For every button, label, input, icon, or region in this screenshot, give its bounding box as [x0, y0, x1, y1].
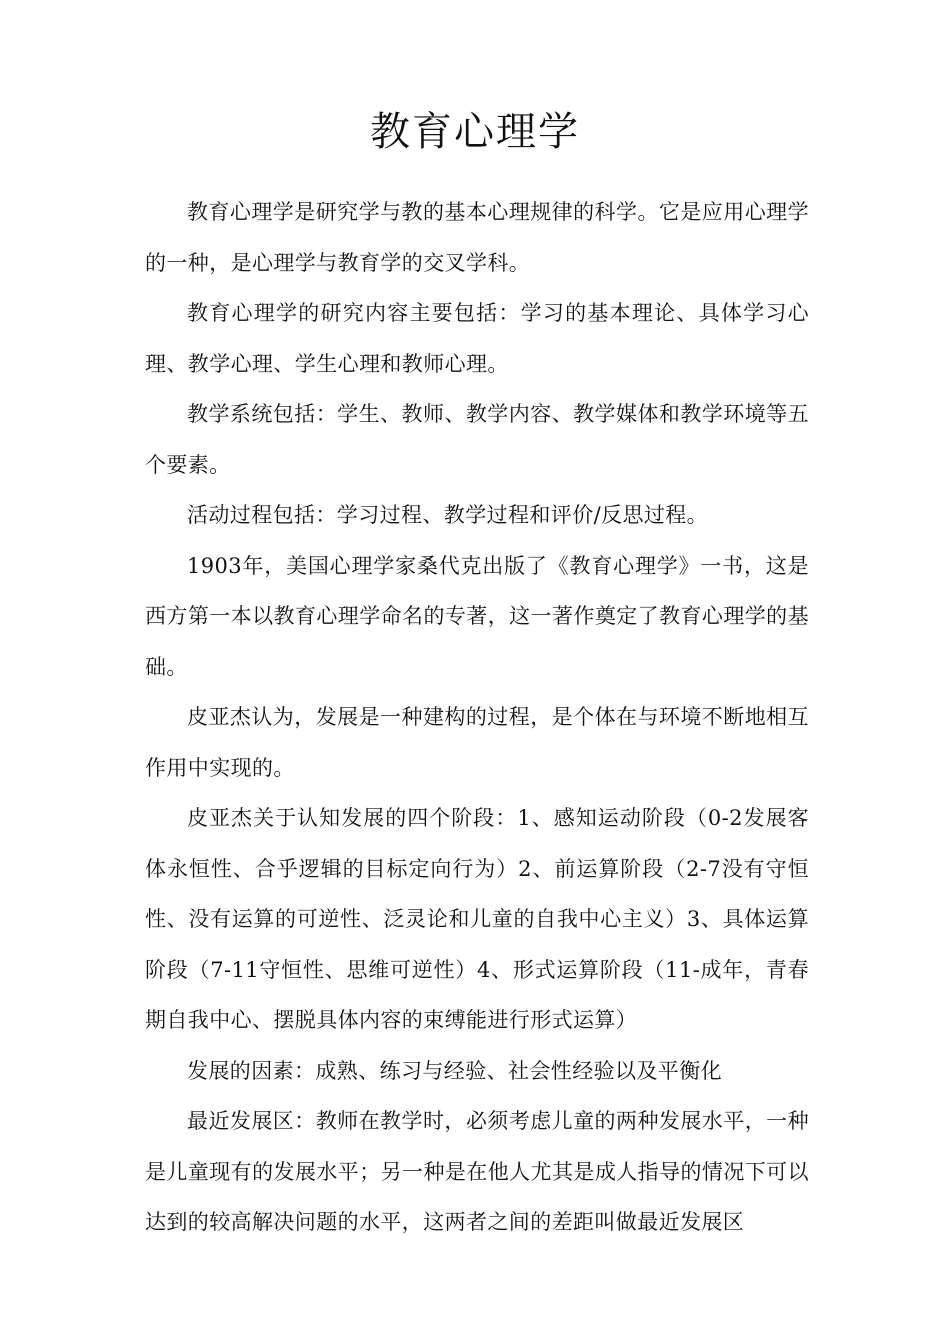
- paragraph-thorndike: 1903年，美国心理学家桑代克出版了《教育心理学》一书，这是西方第一本以教育心理学命名的专著，这一著作奠定了教育心理学的基础。: [145, 553, 809, 679]
- paragraph-definition: 教育心理学是研究学与教的基本心理规律的科学。它是应用心理学的一种，是心理学与教育学的交叉学科。: [145, 200, 809, 275]
- document-title: 教育心理学: [370, 109, 580, 155]
- paragraph-piaget-construction: 皮亚杰认为，发展是一种建构的过程，是个体在与环境不断地相互作用中实现的。: [145, 705, 809, 780]
- paragraph-development-factors: 发展的因素：成熟、练习与经验、社会性经验以及平衡化: [187, 1058, 722, 1083]
- document-body: [145, 187, 809, 1248]
- paragraph-activity-process: 活动过程包括：学习过程、教学过程和评价/反思过程。: [187, 503, 709, 527]
- paragraph-research-content: 教育心理学的研究内容主要包括：学习的基本理论、具体学习心理、教学心理、学生心理和教师心理。: [145, 301, 809, 376]
- paragraph-zone-of-proximal-development: 最近发展区：教师在教学时，必须考虑儿童的两种发展水平，一种是儿童现有的发展水平；另一种是在他人尤其是成人指导的情况下可以达到的较高解决问题的水平，这两者之间的差距叫做最近发展区: [145, 1109, 809, 1234]
- paragraph-piaget-stages: 皮亚杰关于认知发展的四个阶段：1、感知运动阶段（0-2发展客体永恒性、合乎逻辑的目标定向行为）2、前运算阶段（2-7没有守恒性、没有运算的可逆性、泛灵论和儿童的自我中心主义）3、具体运算阶段（7-11守恒性、思维可逆性）4、形式运算阶段（11-成年，青春期自我中心、摆脱具体内容的束缚能进行形式运算）: [145, 806, 809, 1032]
- paragraph-teaching-system: 教学系统包括：学生、教师、教学内容、教学媒体和教学环境等五个要素。: [145, 402, 809, 477]
